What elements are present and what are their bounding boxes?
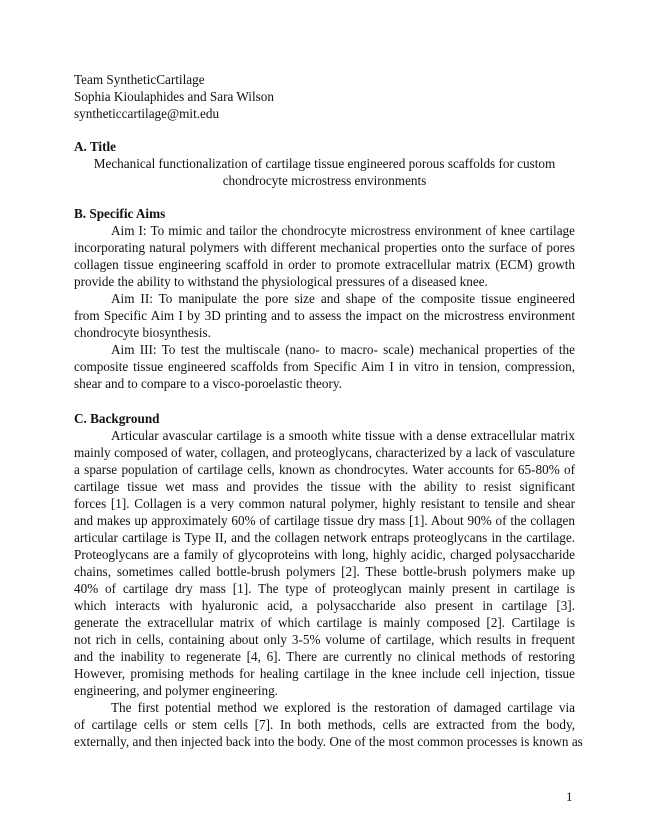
background-line: of cartilage cells or stem cells [7]. In both methods, cells are extracted from the body, — [74, 717, 575, 732]
section-c-heading: C. Background — [74, 411, 160, 426]
background-line: and makes up approximately 60% of cartilage tissue dry mass [1]. About 90% of the collagen — [74, 513, 575, 528]
background-line: externally, and then injected back into the body. One of the most common processes is known as — [74, 734, 583, 749]
aims-line: Aim III: To test the multiscale (nano- to macro- scale) mechanical properties of the — [111, 342, 575, 357]
aims-line: Aim I: To mimic and tailor the chondrocyte microstress environment of knee cartilage — [111, 223, 575, 238]
background-line: engineering, and polymer engineering. — [74, 683, 278, 698]
aims-line: Aim II: To manipulate the pore size and shape of the composite tissue engineered — [111, 291, 575, 306]
background-line: which interacts with hyaluronic acid, a polysaccharide also present in cartilage [3]. — [74, 598, 575, 613]
background-line: forces [1]. Collagen is a very common natural polymer, highly resistant to tensile and shear — [74, 496, 575, 511]
aims-line: shear and to compare to a visco-poroelastic theory. — [74, 376, 342, 391]
aims-line: from Specific Aim I by 3D printing and to assess the impact on the microstress environment — [74, 308, 575, 323]
email: syntheticcartilage@mit.edu — [74, 106, 220, 121]
section-a-heading: A. Title — [74, 139, 117, 154]
specific-aims-body — [74, 222, 575, 392]
aims-line: incorporating natural polymers with different mechanical properties onto the surface of pores — [74, 240, 575, 255]
background-line: mainly composed of water, collagen, and proteoglycans, characterized by a lack of vasculature — [74, 445, 575, 460]
background-line: Proteoglycans are a family of glycoproteins with long, highly acidic, charged polysaccharide — [74, 547, 575, 562]
section-b-heading: B. Specific Aims — [74, 206, 166, 221]
background-line: 40% of cartilage dry mass [1]. The type of proteoglycan mainly present in cartilage is — [74, 581, 575, 596]
background-line: However, promising methods for healing cartilage in the knee include cell injection, tissue — [74, 666, 575, 681]
background-line: not rich in cells, containing about only 3-5% volume of cartilage, which results in frequent — [74, 632, 575, 647]
background-line: generate the extracellular matrix of which cartilage is mainly composed [2]. Cartilage is — [74, 615, 575, 630]
authors: Sophia Kioulaphides and Sara Wilson — [74, 89, 274, 104]
background-line: cartilage tissue wet mass and provides the tissue with the ability to resist significant — [74, 479, 575, 494]
background-line: and the inability to regenerate [4, 6]. There are currently no clinical methods of restoring — [74, 649, 575, 664]
background-line: chains, sometimes called bottle-brush polymers [2]. These bottle-brush polymers make up — [74, 564, 575, 579]
title-line: Mechanical functionalization of cartilage tissue engineered porous scaffolds for custom — [93, 156, 556, 171]
background-line: The first potential method we explored is the restoration of damaged cartilage via — [111, 700, 575, 715]
aims-line: collagen tissue engineering scaffold in order to promote extracellular matrix (ECM) growth — [74, 257, 575, 272]
team-name: Team SyntheticCartilage — [74, 72, 205, 87]
document-page — [74, 71, 583, 750]
background-body — [74, 427, 583, 750]
aims-line: provide the ability to withstand the physiological pressures of a diseased knee. — [74, 274, 488, 289]
title-line: chondrocyte microstress environments — [222, 173, 427, 188]
aims-line: chondrocyte biosynthesis. — [74, 325, 211, 340]
background-line: a sparse population of cartilage cells, known as chondrocytes. Water accounts for 65-80% of — [74, 462, 575, 477]
page-number: 1 — [566, 789, 573, 804]
aims-line: composite tissue engineered scaffolds from Specific Aim I in vitro in tension, compression, — [74, 359, 575, 374]
background-line: Articular avascular cartilage is a smooth white tissue with a dense extracellular matrix — [111, 428, 575, 443]
background-line: articular cartilage is Type II, and the collagen network entraps proteoglycans in the cartilage. — [74, 530, 575, 545]
